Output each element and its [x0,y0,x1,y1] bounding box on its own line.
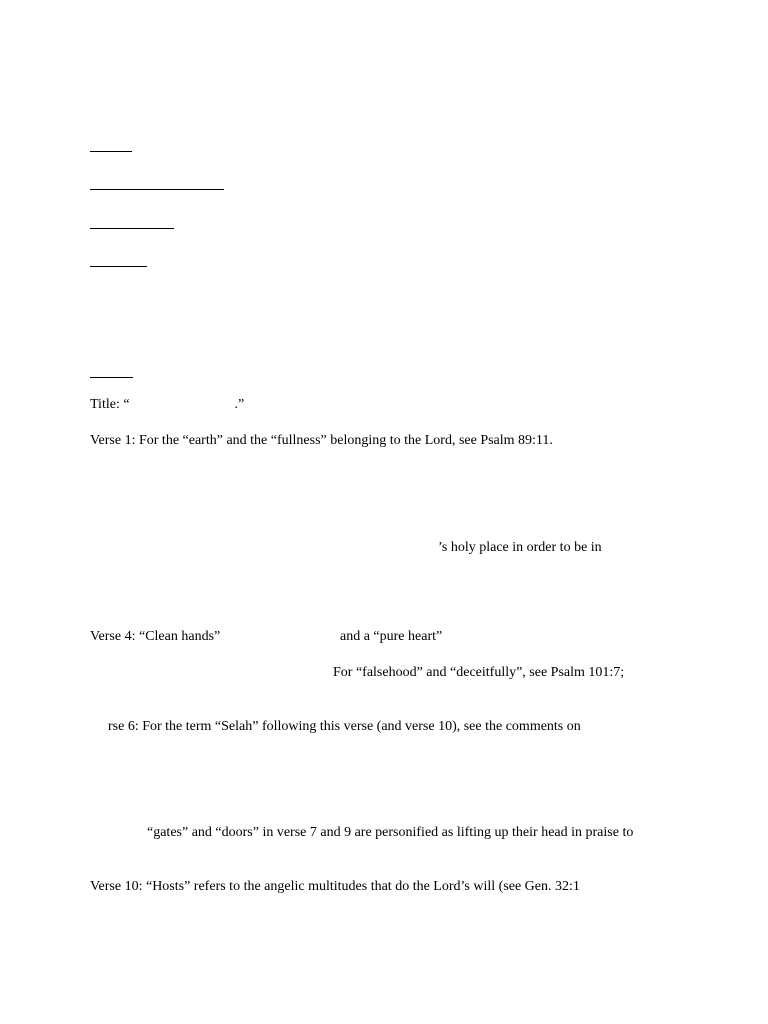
verse-10-fragment: Verse 10: “Hosts” refers to the angelic multitudes that do the Lord’s will (see Gen. 32:1 [90,879,580,894]
blank-underline-1 [90,151,132,152]
verse-4-pure-heart: and a “pure heart” [340,629,443,644]
gates-doors-fragment: “gates” and “doors” in verse 7 and 9 are personified as lifting up their head in praise to [147,825,634,840]
blank-underline-2 [90,189,224,190]
title-line: Title: “ .” [90,397,245,412]
blank-underline-5 [90,377,133,378]
verse-6-fragment: rse 6: For the term “Selah” following this verse (and verse 10), see the comments on [108,719,581,734]
falsehood-fragment: For “falsehood” and “deceitfully”, see Psalm 101:7; [333,665,625,680]
blank-underline-4 [90,266,147,267]
verse-1-line: Verse 1: For the “earth” and the “fullness” belonging to the Lord, see Psalm 89:11. [90,433,553,448]
blank-underline-3 [90,228,174,229]
verse-4-clean-hands: Verse 4: “Clean hands” [90,629,221,644]
holy-place-fragment: ’s holy place in order to be in [438,540,602,555]
